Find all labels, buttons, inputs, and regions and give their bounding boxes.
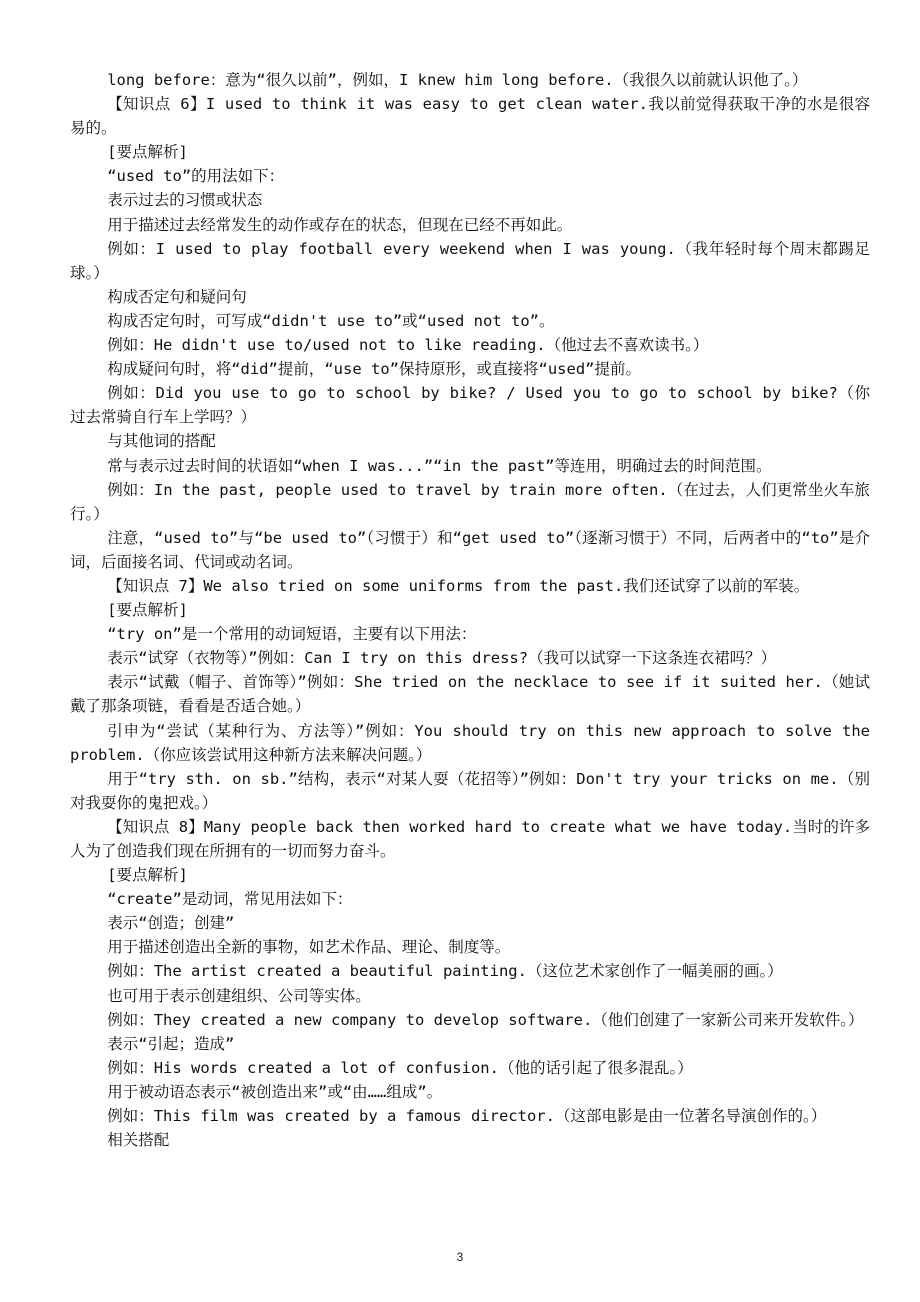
paragraph: 表示“试戴（帽子、首饰等）”例如：She tried on the necklace to see if it suited her.（她试戴了那条项链，看看是否适合她。） [70, 673, 870, 716]
paragraph: 表示“引起；造成” [107, 1034, 235, 1053]
paragraph: 常与表示过去时间的状语如“when I was...”“in the past”等连用，明确过去的时间范围。 [107, 456, 772, 475]
paragraph: 【知识点 6】I used to think it was easy to get clean water.我以前觉得获取干净的水是很容易的。 [70, 95, 870, 138]
paragraph: 用于描述创造出全新的事物，如艺术作品、理论、制度等。 [107, 938, 511, 957]
page-number: 3 [456, 1250, 464, 1264]
paragraph: 构成否定句和疑问句 [107, 287, 247, 306]
paragraph: “used to”的用法如下： [107, 167, 285, 186]
paragraph: 用于“try sth. on sb.”结构，表示“对某人耍（花招等）”例如：Don't try your tricks on me.（别对我耍你的鬼把戏。） [70, 769, 870, 812]
paragraph: [要点解析] [107, 866, 188, 885]
paragraph: 注意，“used to”与“be used to”（习惯于）和“get used to”（逐渐习惯于）不同，后两者中的“to”是介词，后面接名词、代词或动名词。 [70, 528, 870, 571]
paragraph: 表示“创造；创建” [107, 914, 235, 933]
paragraph: 相关搭配 [107, 1131, 170, 1150]
paragraph: 构成否定句时，可写成“didn't use to”或“used not to”。 [107, 311, 555, 330]
paragraph: 表示过去的习惯或状态 [107, 191, 263, 210]
paragraph: 与其他词的搭配 [107, 432, 216, 451]
paragraph: “try on”是一个常用的动词短语，主要有以下用法： [107, 625, 477, 644]
paragraph: 引申为“尝试（某种行为、方法等）”例如：You should try on this new approach to solve the problem.（你应该尝试用这种新方法来解决问题。） [70, 721, 870, 764]
paragraph: 例如：I used to play football every weekend when I was young.（我年轻时每个周末都踢足球。） [70, 239, 870, 282]
paragraph: 例如：Did you use to go to school by bike? / Used you to go to school by bike?（你过去常骑自行车上学吗？） [70, 384, 870, 427]
paragraph: 用于被动语态表示“被创造出来”或“由……组成”。 [107, 1082, 443, 1101]
paragraph: 构成疑问句时，将“did”提前，“use to”保持原形，或直接将“used”提前。 [107, 360, 641, 379]
paragraph: 【知识点 8】Many people back then worked hard to create what we have today.当时的许多人为了创造我们现在所拥有的一切而努力奋斗。 [70, 817, 870, 860]
paragraph: 例如：The artist created a beautiful painting.（这位艺术家创作了一幅美丽的画。） [107, 962, 783, 981]
paragraph: [要点解析] [107, 143, 188, 162]
paragraph: 例如：He didn't use to/used not to like reading.（他过去不喜欢读书。） [107, 336, 709, 355]
paragraph: 例如：This film was created by a famous director.（这部电影是由一位著名导演创作的。） [107, 1107, 827, 1126]
paragraph: 用于描述过去经常发生的动作或存在的状态，但现在已经不再如此。 [107, 215, 573, 234]
paragraph: 例如：In the past, people used to travel by train more often.（在过去，人们更常坐火车旅行。） [70, 480, 870, 523]
paragraph: “create”是动词，常见用法如下： [107, 890, 353, 909]
paragraph: 表示“试穿（衣物等）”例如：Can I try on this dress?（我可以试穿一下这条连衣裙吗？） [107, 649, 777, 668]
paragraph: 例如：His words created a lot of confusion.（他的话引起了很多混乱。） [107, 1058, 693, 1077]
paragraph: 也可用于表示创建组织、公司等实体。 [107, 986, 371, 1005]
paragraph: 例如：They created a new company to develop software.（他们创建了一家新公司来开发软件。） [107, 1010, 864, 1029]
page-body [70, 68, 870, 1152]
paragraph: 【知识点 7】We also tried on some uniforms from the past.我们还试穿了以前的军装。 [107, 576, 810, 595]
paragraph: long before：意为“很久以前”，例如，I knew him long before.（我很久以前就认识他了。） [107, 71, 808, 89]
paragraph: [要点解析] [107, 601, 188, 620]
